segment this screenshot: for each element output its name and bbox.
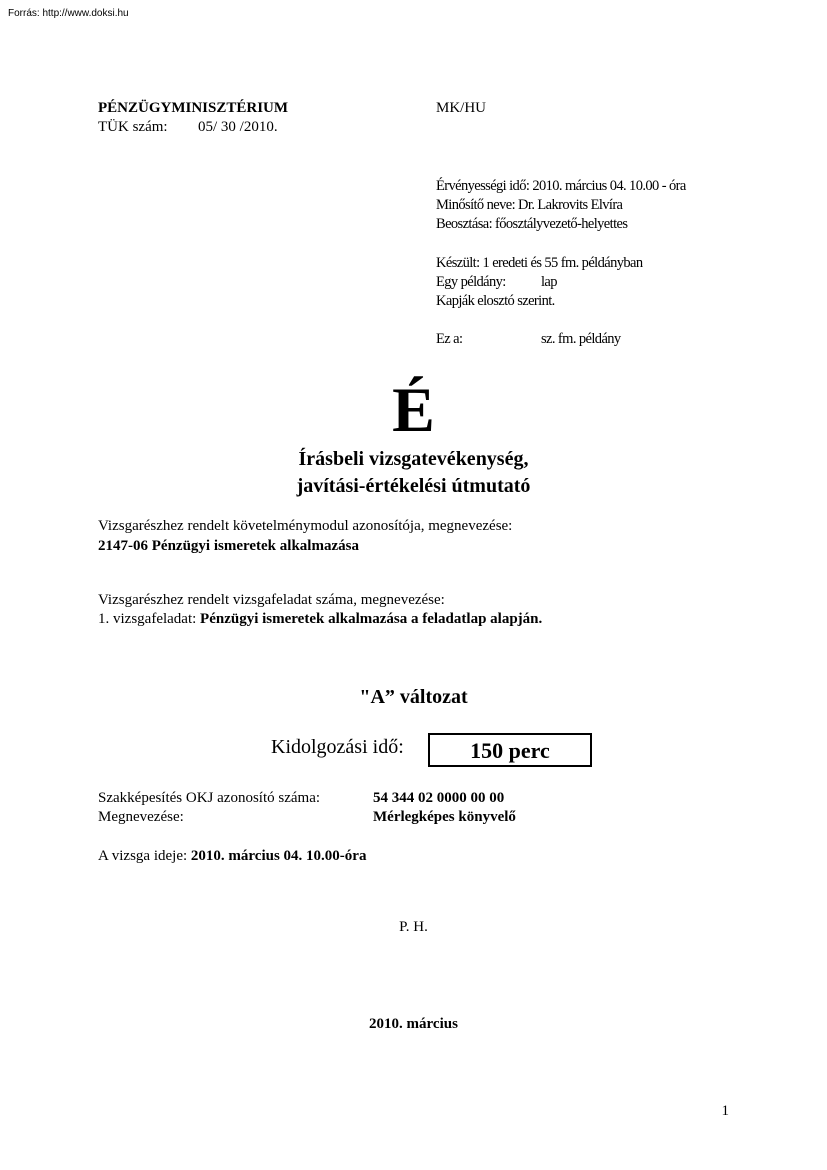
task-prefix: 1. vizsgafeladat: bbox=[98, 611, 201, 627]
exam-time-label: A vizsga ideje: bbox=[98, 848, 191, 864]
module-label: Vizsgarészhez rendelt követelménymodul azonosítója, megnevezése: bbox=[98, 518, 513, 534]
big-letter: É bbox=[392, 374, 435, 445]
name-value: Mérlegképes könyvelő bbox=[373, 809, 516, 825]
task-line bbox=[98, 610, 542, 629]
source-url: Forrás: http://www.doksi.hu bbox=[8, 8, 129, 19]
exam-time-value: 2010. március 04. 10.00-óra bbox=[190, 848, 367, 864]
document-code: MK/HU bbox=[436, 100, 487, 116]
okj-label: Szakképesítés OKJ azonosító száma: bbox=[98, 790, 321, 806]
distribution-line: Kapják elosztó szerint. bbox=[436, 293, 555, 309]
page-number: 1 bbox=[721, 1103, 729, 1119]
okj-value: 54 344 02 0000 00 00 bbox=[373, 790, 505, 806]
copies-made-line: Készült: 1 eredeti és 55 fm. példányban bbox=[436, 255, 643, 271]
task-value: Pénzügyi ismeretek alkalmazása a feladatlap alapján. bbox=[200, 611, 543, 627]
time-label: Kidolgozási idő: bbox=[271, 736, 404, 758]
stamp-placeholder: P. H. bbox=[399, 919, 428, 935]
task-label: Vizsgarészhez rendelt vizsgafeladat száma, megnevezése: bbox=[98, 592, 445, 608]
validity-line: Érvényességi idő: 2010. március 04. 10.00 - óra bbox=[436, 178, 686, 194]
exam-time-line bbox=[98, 847, 366, 866]
document-date: 2010. március bbox=[369, 1016, 458, 1032]
tuk-value: 05/ 30 /2010. bbox=[198, 119, 278, 135]
ministry-name: PÉNZÜGYMINISZTÉRIUM bbox=[98, 100, 289, 116]
title-line-2: javítási-értékelési útmutató bbox=[296, 475, 531, 497]
module-value: 2147-06 Pénzügyi ismeretek alkalmazása bbox=[98, 538, 359, 554]
one-copy-value: lap bbox=[541, 274, 557, 290]
copy-number-label: Ez a: bbox=[436, 331, 463, 347]
position-line: Beosztása: főosztályvezető-helyettes bbox=[436, 216, 628, 232]
variant-heading: "A” változat bbox=[359, 686, 468, 708]
tuk-label: TÜK szám: bbox=[98, 119, 168, 135]
name-label: Megnevezése: bbox=[98, 809, 184, 825]
title-line-1: Írásbeli vizsgatevékenység, bbox=[298, 448, 529, 470]
one-copy-label: Egy példány: bbox=[436, 274, 506, 290]
qualifier-line: Minősítő neve: Dr. Lakrovits Elvíra bbox=[436, 197, 623, 213]
time-value-box: 150 perc bbox=[428, 733, 592, 767]
copy-number-value: sz. fm. példány bbox=[541, 331, 621, 347]
